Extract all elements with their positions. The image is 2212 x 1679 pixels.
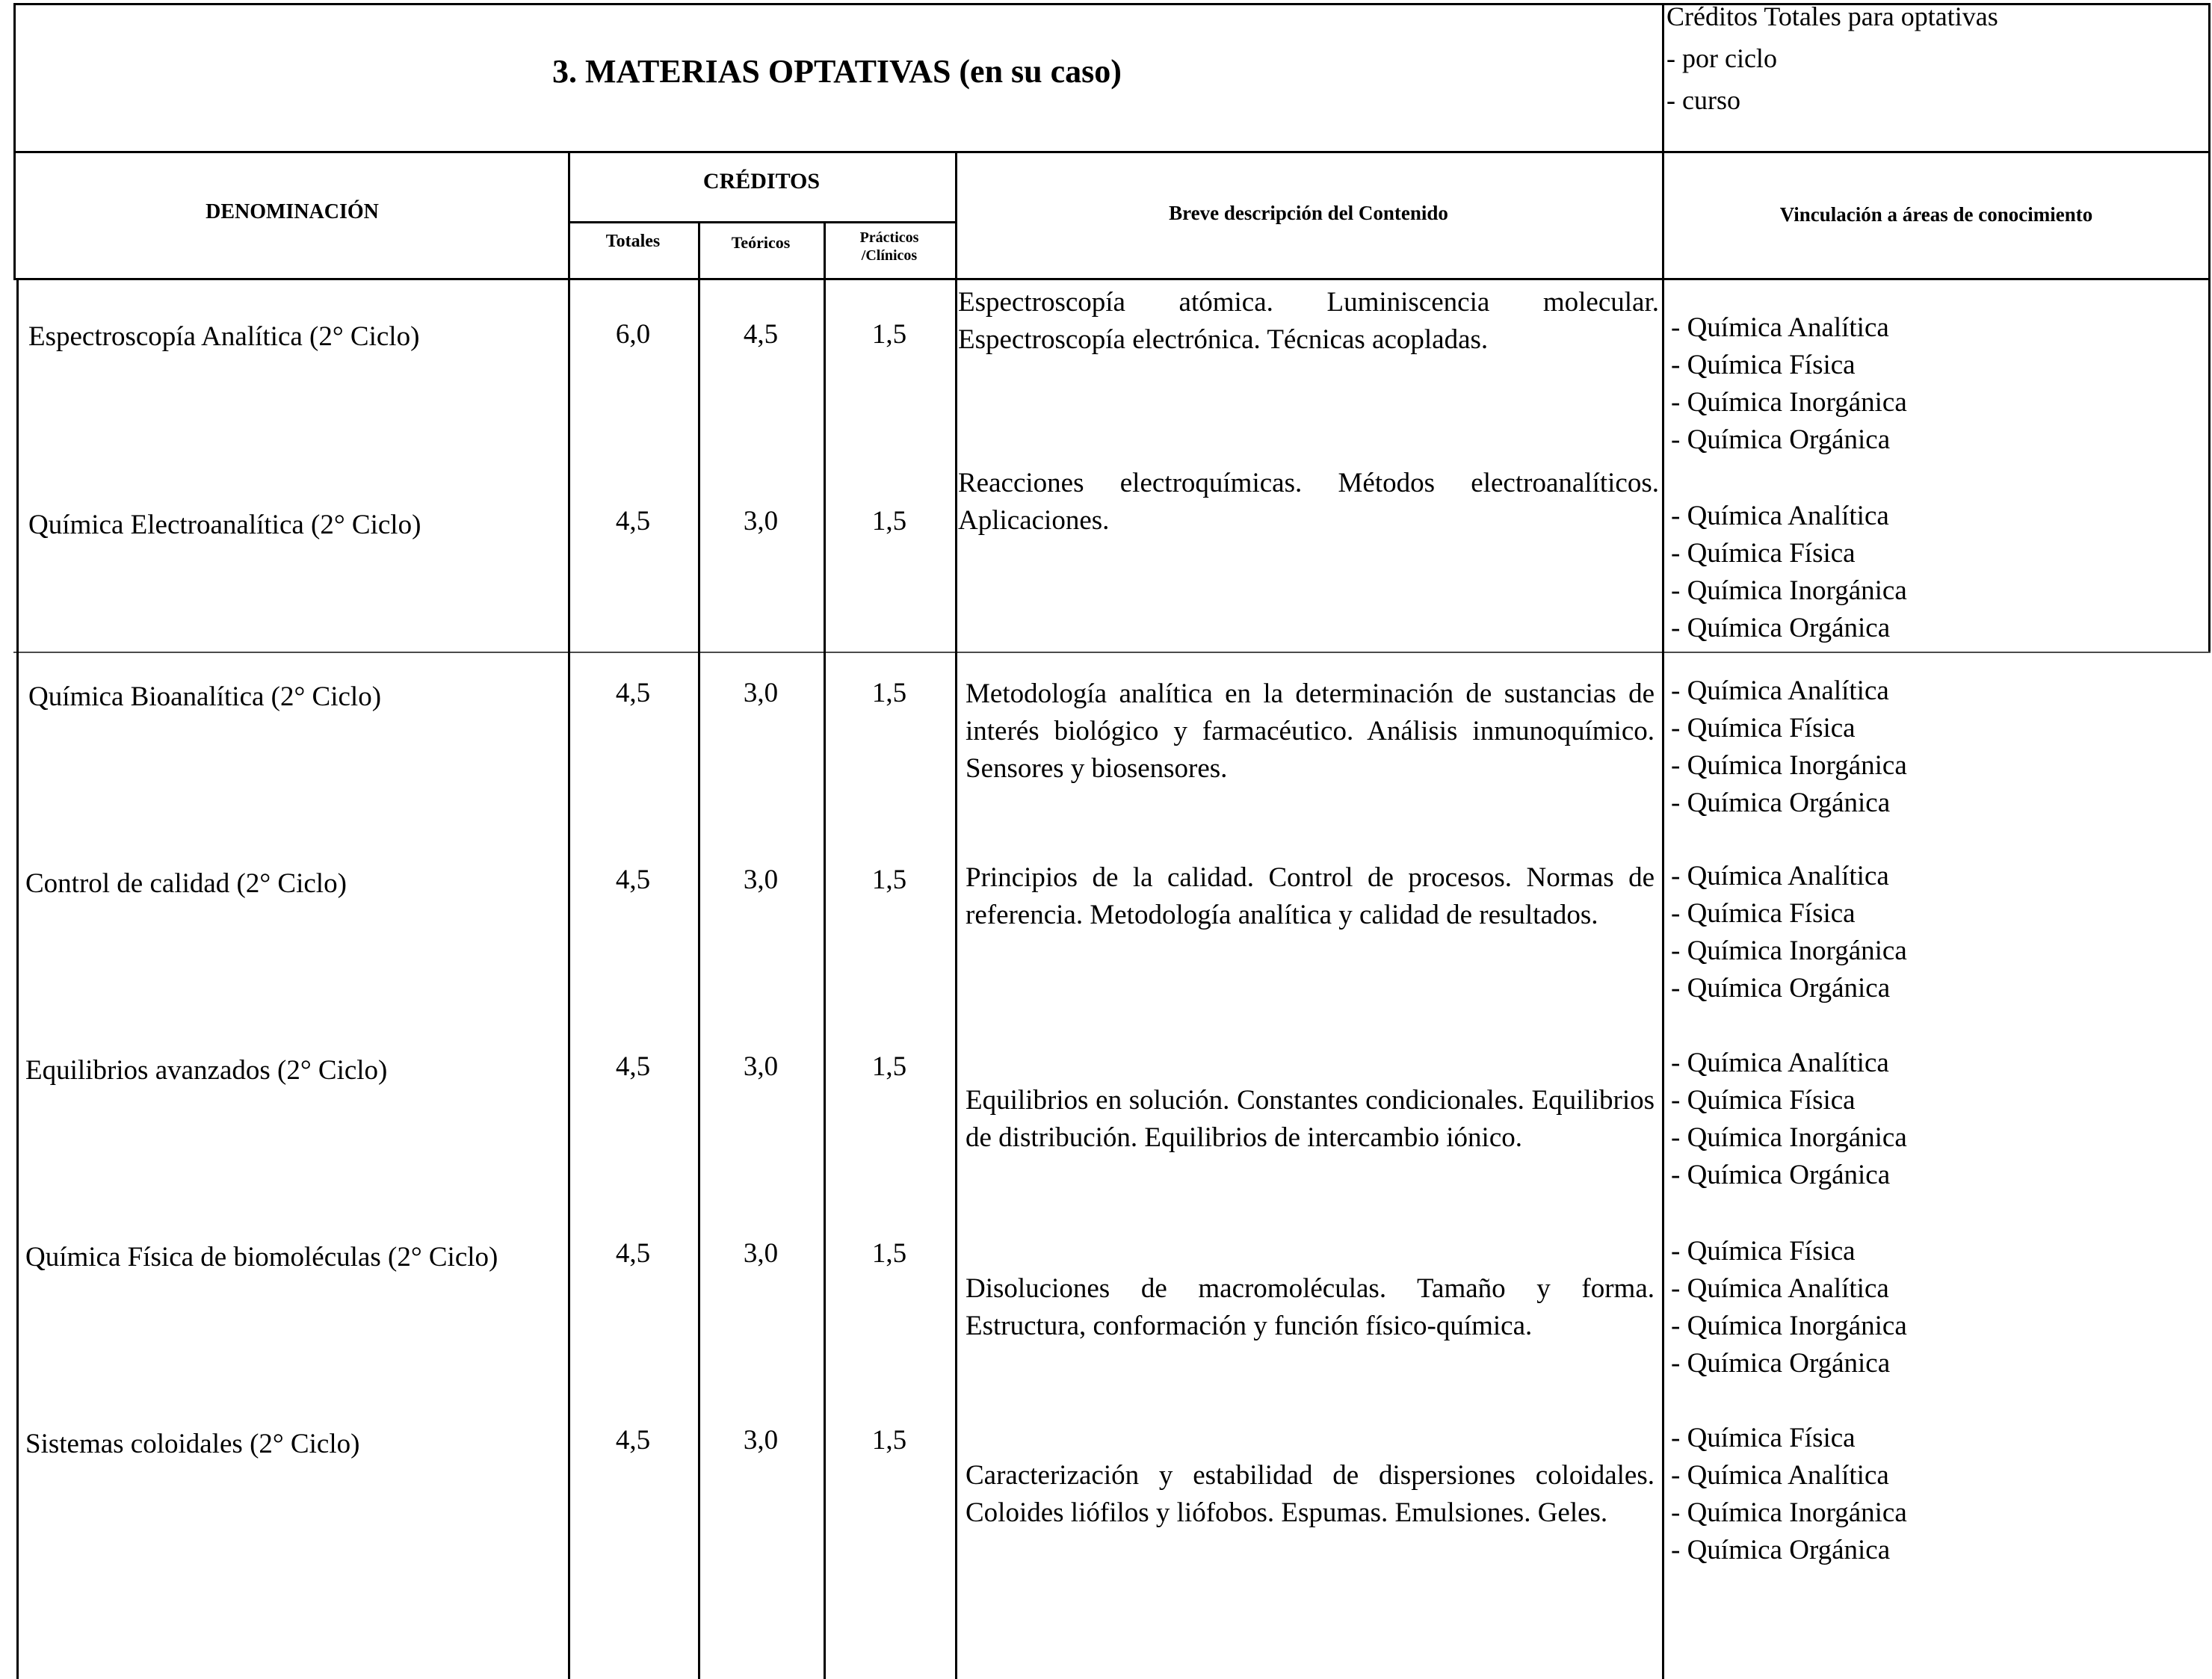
- area-item: - Química Analítica: [1671, 675, 1889, 706]
- area-item: - Química Orgánica: [1671, 1160, 1891, 1190]
- subject-name: Equilibrios avanzados (2° Ciclo): [25, 1055, 388, 1086]
- knowledge-areas: [1671, 672, 1907, 822]
- credits-practicos: 1,5: [871, 865, 907, 895]
- subject-name: Química Física de biomoléculas (2° Ciclo): [25, 1242, 498, 1273]
- subject-description: Equilibrios en solución. Constantes condicionales. Equilibrios de distribución. Equilibrios de intercambio iónico.: [966, 1085, 1655, 1153]
- credits-practicos: 1,5: [871, 1051, 907, 1082]
- header-practicos: [824, 229, 955, 265]
- credits-practicos: 1,5: [871, 319, 907, 350]
- subject-description: Disoluciones de macromoléculas. Tamaño y forma. Estructura, conformación y función físico-química.: [966, 1273, 1655, 1341]
- section-title: 3. MATERIAS OPTATIVAS (en su caso): [552, 53, 1122, 90]
- credit-info-line3: - curso: [1666, 85, 1740, 115]
- area-item: - Química Inorgánica: [1671, 750, 1907, 781]
- credits-teoricos: 3,0: [743, 1238, 779, 1269]
- area-item: - Química Inorgánica: [1671, 936, 1907, 966]
- area-item: - Química Orgánica: [1671, 973, 1891, 1004]
- subject-description: Caracterización y estabilidad de dispersiones coloidales. Coloides liófilos y liófobos. Espumas. Emulsiones. Geles.: [966, 1460, 1655, 1528]
- area-item: - Química Inorgánica: [1671, 1311, 1907, 1341]
- credits-totales: 4,5: [615, 1425, 651, 1456]
- credit-info-line2: - por ciclo: [1666, 43, 1777, 73]
- area-item: - Química Física: [1671, 538, 1856, 569]
- area-item: - Química Analítica: [1671, 501, 1889, 531]
- right-border: [2208, 3, 2211, 652]
- subject-description: Espectroscopía atómica. Luminiscencia molecular. Espectroscopía electrónica. Técnicas acopladas.: [958, 287, 1659, 355]
- credits-teoricos: 3,0: [743, 1051, 779, 1082]
- row-divider-dashed: [13, 652, 2211, 653]
- area-item: - Química Orgánica: [1671, 1348, 1891, 1379]
- header-vinculacion: Vinculación a áreas de conocimiento: [1779, 203, 2093, 226]
- credits-teoricos: 4,5: [743, 319, 779, 350]
- credits-practicos: 1,5: [871, 1238, 907, 1269]
- area-item: - Química Física: [1671, 1236, 1856, 1267]
- credits-totales: 4,5: [615, 678, 651, 708]
- header-teoricos: Teóricos: [731, 233, 791, 252]
- credits-totales: 4,5: [615, 1051, 651, 1082]
- header-bottom-border: [13, 278, 2211, 280]
- col-sep-teoricos: [698, 221, 700, 1679]
- knowledge-areas: [1671, 1045, 1907, 1194]
- credits-teoricos: 3,0: [743, 678, 779, 708]
- header-practicos-line1: Prácticos: [859, 229, 919, 246]
- area-item: - Química Inorgánica: [1671, 1497, 1907, 1528]
- col-sep-descripcion: [955, 151, 957, 1679]
- creditos-divider: [568, 221, 957, 223]
- credits-practicos: 1,5: [871, 678, 907, 708]
- subject-name: Espectroscopía Analítica (2° Ciclo): [28, 321, 420, 352]
- area-item: - Química Orgánica: [1671, 788, 1891, 818]
- subject-description: Reacciones electroquímicas. Métodos electroanalíticos. Aplicaciones.: [958, 468, 1659, 536]
- header-totales: Totales: [605, 232, 661, 251]
- area-item: - Química Orgánica: [1671, 613, 1891, 643]
- credits-teoricos: 3,0: [743, 865, 779, 895]
- credits-totales: 4,5: [615, 1238, 651, 1269]
- subject-name: Química Bioanalítica (2° Ciclo): [28, 681, 382, 712]
- area-item: - Química Analítica: [1671, 1460, 1889, 1491]
- subject-description: Principios de la calidad. Control de procesos. Normas de referencia. Metodología analítica y calidad de resultados.: [966, 862, 1655, 930]
- area-item: - Química Física: [1671, 1085, 1856, 1116]
- area-item: - Química Analítica: [1671, 861, 1889, 891]
- area-item: - Química Física: [1671, 713, 1856, 743]
- credits-teoricos: 3,0: [743, 1425, 779, 1456]
- knowledge-areas: [1671, 309, 1907, 459]
- area-item: - Química Analítica: [1671, 1048, 1889, 1078]
- area-item: - Química Física: [1671, 350, 1856, 380]
- credits-totales: 6,0: [615, 319, 651, 350]
- subject-description: Metodología analítica en la determinación de sustancias de interés biológico y farmacéutico. Análisis inmunoquímico. Sensores y biosensores.: [966, 678, 1655, 784]
- left-border: [13, 3, 16, 278]
- credits-practicos: 1,5: [871, 506, 907, 537]
- header-descripcion: Breve descripción del Contenido: [1169, 202, 1448, 224]
- subject-name: Sistemas coloidales (2° Ciclo): [25, 1429, 360, 1459]
- area-item: - Química Inorgánica: [1671, 575, 1907, 606]
- credits-totales: 4,5: [615, 865, 651, 895]
- subject-name: Química Electroanalítica (2° Ciclo): [28, 510, 421, 540]
- header-denominacion: DENOMINACIÓN: [206, 200, 379, 223]
- col-sep-vinculacion: [1662, 3, 1664, 1679]
- knowledge-areas: [1671, 498, 1907, 647]
- credit-info: [1666, 0, 1998, 121]
- area-item: - Química Analítica: [1671, 312, 1889, 343]
- knowledge-areas: [1671, 1420, 1907, 1569]
- credits-practicos: 1,5: [871, 1425, 907, 1456]
- area-item: - Química Orgánica: [1671, 1535, 1891, 1565]
- credits-totales: 4,5: [615, 506, 651, 537]
- subject-name: Control de calidad (2° Ciclo): [25, 868, 347, 899]
- area-item: - Química Inorgánica: [1671, 1122, 1907, 1153]
- area-item: - Química Física: [1671, 898, 1856, 929]
- area-item: - Química Inorgánica: [1671, 387, 1907, 418]
- area-item: - Química Orgánica: [1671, 424, 1891, 455]
- credits-teoricos: 3,0: [743, 506, 779, 537]
- credit-info-line1: Créditos Totales para optativas: [1666, 1, 1998, 31]
- header-practicos-line2: /Clínicos: [861, 247, 918, 264]
- area-item: - Química Física: [1671, 1423, 1856, 1453]
- col-sep-practicos: [824, 221, 826, 1679]
- title-bottom-border: [13, 151, 2211, 153]
- knowledge-areas: [1671, 858, 1907, 1007]
- knowledge-areas: [1671, 1233, 1907, 1382]
- area-item: - Química Analítica: [1671, 1273, 1889, 1304]
- left-border-body: [16, 278, 19, 1679]
- header-creditos: CRÉDITOS: [702, 169, 821, 194]
